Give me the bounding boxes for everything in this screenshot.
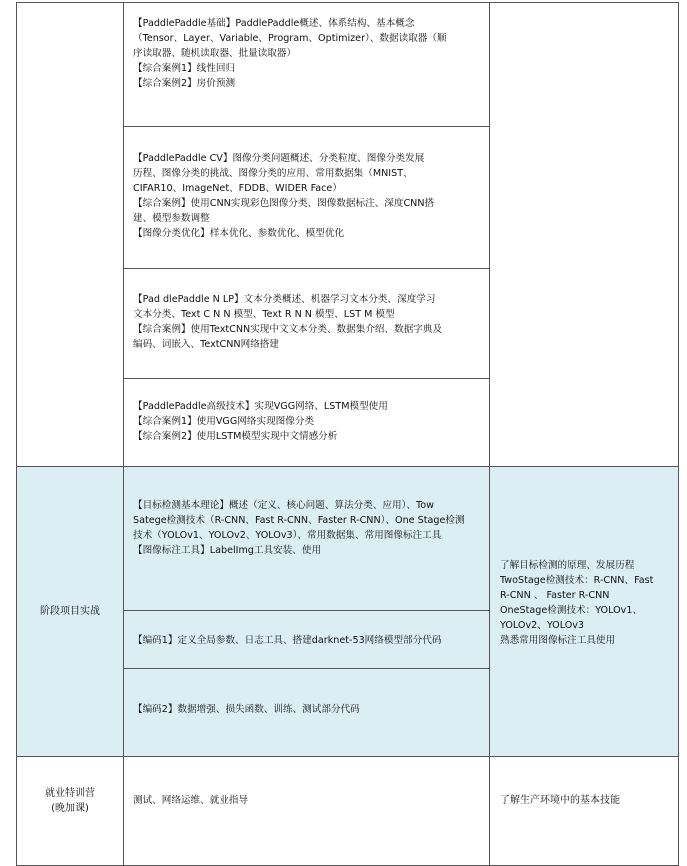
content-line: 文本分类、Text C N N 模型、Text R N N 模型、LST M 模型 [133,309,395,320]
content-cell-paddle-nlp [133,292,483,352]
row-divider [123,126,489,127]
content-line: 【图像标注工具】LabelImg工具安装、使用 [133,545,322,556]
content-line: 建、模型参数调整 [133,213,210,224]
content-line: 【综合案例2】使用LSTM模型实现中文情感分析 [133,431,338,442]
content-line: （Tensor、Layer、Variable、Program、Optimizer）、数据读取器（顺 [133,33,447,44]
content-line: 【综合案例】使用TextCNN实现中文文本分类、数据集介绍、数据字典及 [133,324,443,335]
content-line: 序读取器、随机读取器、批量读取器） [133,48,297,59]
section-1-row [16,2,679,467]
content-line: 【编码1】定义全局参数、日志工具、搭建darknet-53网络模型部分代码 [133,635,442,646]
goal-line: TwoStage检测技术：R-CNN、Fast [500,575,654,586]
content-cell-detection-theory [133,498,483,558]
content-line: 【综合案例】使用CNN实现彩色图像分类、图像数据标注、深度CNN搭 [133,198,435,209]
content-line: 【综合案例1】使用VGG网络实现图像分类 [133,416,315,427]
goal-line: R-CNN 、 Faster R-CNN [500,590,610,601]
row-divider [123,378,489,379]
content-cell-employment [133,793,483,808]
content-line: 【PaddlePaddle高级技术】实现VGG网络、LSTM模型使用 [133,401,388,412]
goal-cell-employment [500,793,678,808]
section-2-row [16,466,679,757]
content-cell-paddle-advanced [133,399,483,444]
content-line: 【编码2】数据增强、损失函数、训练、测试部分代码 [133,704,360,715]
section-3-row [16,756,679,866]
goal-line: OneStage检测技术：YOLOv1、 [500,605,643,616]
content-line: 历程、图像分类的挑战、图像分类的应用、常用数据集（MNIST、 [133,168,413,179]
stage-label-text: 阶段项目实战 [40,606,100,617]
column-divider-right [489,3,490,466]
content-line: 【Pad dlePaddle N LP】文本分类概述、机器学习文本分类、深度学习 [133,294,436,305]
content-line: 【PaddlePaddle基础】PaddlePaddle概述、体系结构、基本概念 [133,18,415,29]
column-divider-right [489,757,490,865]
column-divider-right [489,467,490,756]
content-line: 【综合案例2】房价预测 [133,78,236,89]
column-divider-left [123,3,124,466]
content-line: 【PaddlePaddle CV】图像分类问题概述、分类粒度、图像分类发展 [133,153,425,164]
goal-line: YOLOv2、YOLOv3 [500,620,585,631]
goal-cell-detection [500,558,678,648]
content-cell-paddle-cv [133,151,483,241]
stage-label [17,467,123,756]
content-line: Satege检测技术（R-CNN、Fast R-CNN、Faster R-CNN）、One Stage检测 [133,515,465,526]
row-divider [123,610,489,611]
goal-line: 了解目标检测的原理、发展历程 [500,560,635,571]
stage-label-line: 就业特训营 [45,788,95,799]
column-divider-left [123,757,124,865]
content-line: 【目标检测基本理论】概述（定义、核心问题、算法分类、应用）、Tow [133,500,434,511]
content-line: 【综合案例1】线性回归 [133,63,236,74]
column-divider-left [123,467,124,756]
content-line: 【图像分类优化】样本优化、参数优化、模型优化 [133,228,345,239]
content-cell-coding-2 [133,702,483,717]
stage-label-line: (晚加课) [51,803,89,814]
content-line: 技术（YOLOv1、YOLOv2、YOLOv3）、常用数据集、常用图像标注工具 [133,530,442,541]
content-cell-paddle-basics [133,16,483,91]
goal-line: 熟悉常用图像标注工具使用 [500,635,616,646]
stage-label-employment [17,781,123,821]
row-divider [123,668,489,669]
content-cell-coding-1 [133,633,483,648]
content-line: CIFAR10、ImageNet、FDDB、WIDER Face） [133,183,342,194]
row-divider [123,268,489,269]
content-line: 测试、网络运维、就业指导 [133,795,249,806]
goal-line: 了解生产环境中的基本技能 [500,795,620,806]
content-line: 编码、词嵌入、TextCNN网络搭建 [133,339,279,350]
